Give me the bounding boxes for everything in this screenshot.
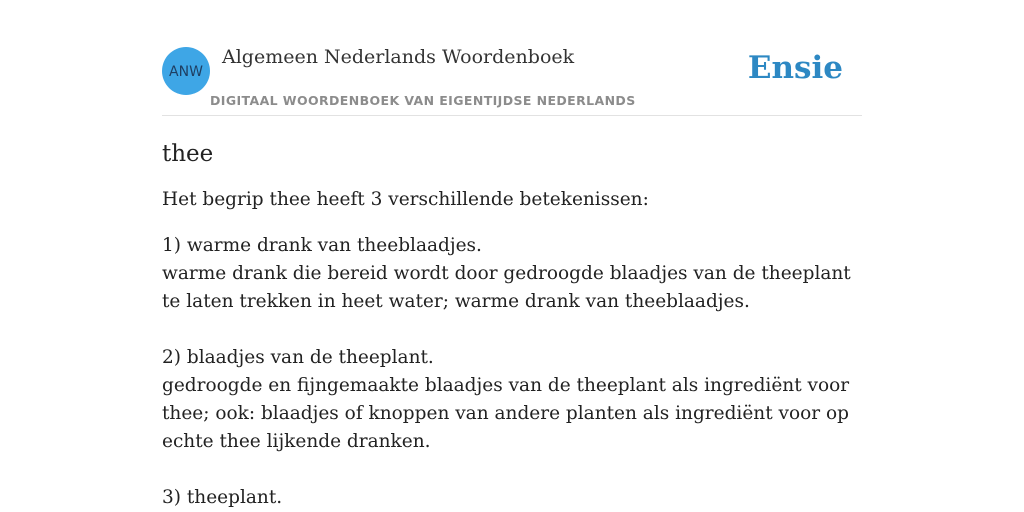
entry-content xyxy=(162,136,862,512)
meaning-definition: warme drank die bereid wordt door gedroogde blaadjes van de theeplant te laten trekken in heet water; warme drank van theeblaadjes. xyxy=(162,263,851,312)
meaning-heading: 1) warme drank van theeblaadjes. xyxy=(162,235,482,256)
entry-intro: Het begrip thee heeft 3 verschillende betekenissen: xyxy=(162,189,649,210)
meaning-item xyxy=(162,232,862,316)
meaning-heading: 3) theeplant. xyxy=(162,487,283,508)
entry-word-title: thee xyxy=(162,141,214,167)
ensie-brand-link[interactable]: Ensie xyxy=(747,50,843,86)
meaning-definition: gedroogde en fijngemaakte blaadjes van de theeplant als ingrediënt voor thee; ook: blaadjes of knoppen van andere planten als ingrediënt voor op echte thee lijkende dranken. xyxy=(162,375,850,452)
meaning-item xyxy=(162,344,862,456)
site-title[interactable]: Algemeen Nederlands Woordenboek xyxy=(222,46,575,68)
anw-logo[interactable] xyxy=(162,47,210,95)
anw-logo-mark xyxy=(162,47,210,95)
site-header xyxy=(162,40,862,116)
logo-text: ANW xyxy=(169,64,203,80)
meanings-list xyxy=(162,232,862,512)
meaning-heading: 2) blaadjes van de theeplant. xyxy=(162,347,434,368)
site-subtitle: DIGITAAL WOORDENBOEK VAN EIGENTIJDSE NEDERLANDS xyxy=(210,93,636,108)
meaning-item xyxy=(162,484,862,512)
